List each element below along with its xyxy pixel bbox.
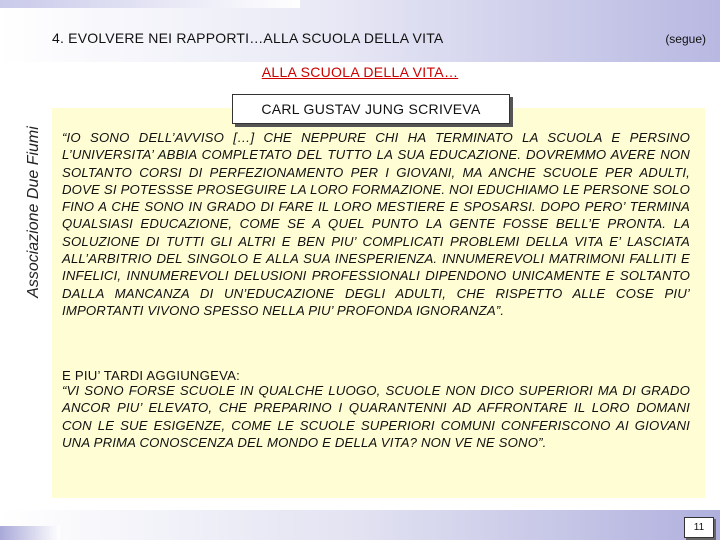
jung-quote-2: “VI SONO FORSE SCUOLE IN QUALCHE LUOGO, SCUOLE NON DICO SUPERIORI MA DI GRADO ANCOR PIU’ ELEVATO, CHE PREPARINO I QUARANTENNI AD AFFRONTARE IL LORO DOMANI CON LE SUE ESIGENZE, COME LE SCUOLE SUPERIORI COMUNI CONFERISCONO AI GIOVANI UNA PRIMA CONOSCENZA DEL MONDO E DELLA VITA? NON VE NE SONO”. bbox=[62, 383, 690, 450]
footer-accent-strip bbox=[0, 526, 60, 540]
page-number: 11 bbox=[684, 517, 714, 538]
header-accent-strip bbox=[0, 0, 300, 8]
author-heading-box: CARL GUSTAV JUNG SCRIVEVA bbox=[232, 94, 510, 124]
later-added-heading: E PIU’ TARDI AGGIUNGEVA: bbox=[62, 368, 240, 383]
footer-band bbox=[0, 510, 720, 540]
page-title: 4. EVOLVERE NEI RAPPORTI…ALLA SCUOLA DELLA VITA bbox=[52, 30, 444, 46]
organization-vertical-label: Associazione Due Fiumi bbox=[25, 126, 42, 298]
jung-quote-1: “IO SONO DELL’AVVISO […] CHE NEPPURE CHI HA TERMINATO LA SCUOLA E PERSINO L’UNIVERSITA’ ABBIA COMPLETATO DEL TUTTO LA SUA EDUCAZIONE. DOVREMMO AVERE NON SOLTANTO CORSI DI PERFEZIONAMENTO PER I GIOVANI, MA ANCHE SCUOLE PER ADULTI, DOVE SI POTESSSE PROSEGUIRE LA LORO FORMAZIONE. NOI EDUCHIAMO LE PERSONE SOLO FINO A CHE SONO IN GRADO DI FARE IL LORO MESTIERE E SPOSARSI. DOPO PERO’ TERMINA QUALSIASI EDUCAZIONE, COME SE A QUEL PUNTO LA GENTE FOSSE BELL’E PRONTA. LA SOLUZIONE DI TUTTI GLI ALTRI E BEN PIU’ COMPLICATI PROBLEMI DELLA VITA E’ LASCIATA ALL’ARBITRIO DEL SINGOLO E ALLA SUA INESPERIENZA. INNUMEREVOLI MATRIMONI FALLITI E INFELICI, INNUMEREVOLI DELUSIONI PROFESSIONALI DIPENDONO UNICAMENTE E SOLTANTO DALLA MANCANZA DI UN’EDUCAZIONE DEGLI ADULTI, CHE RISPETTO ALLE COSE PIU’ IMPORTANTI VIVONO SPESSO NELLA PIU’ PROFONDA IGNORANZA”. bbox=[62, 130, 690, 318]
continued-label: (segue) bbox=[665, 32, 706, 46]
section-subtitle: ALLA SCUOLA DELLA VITA… bbox=[261, 64, 459, 80]
